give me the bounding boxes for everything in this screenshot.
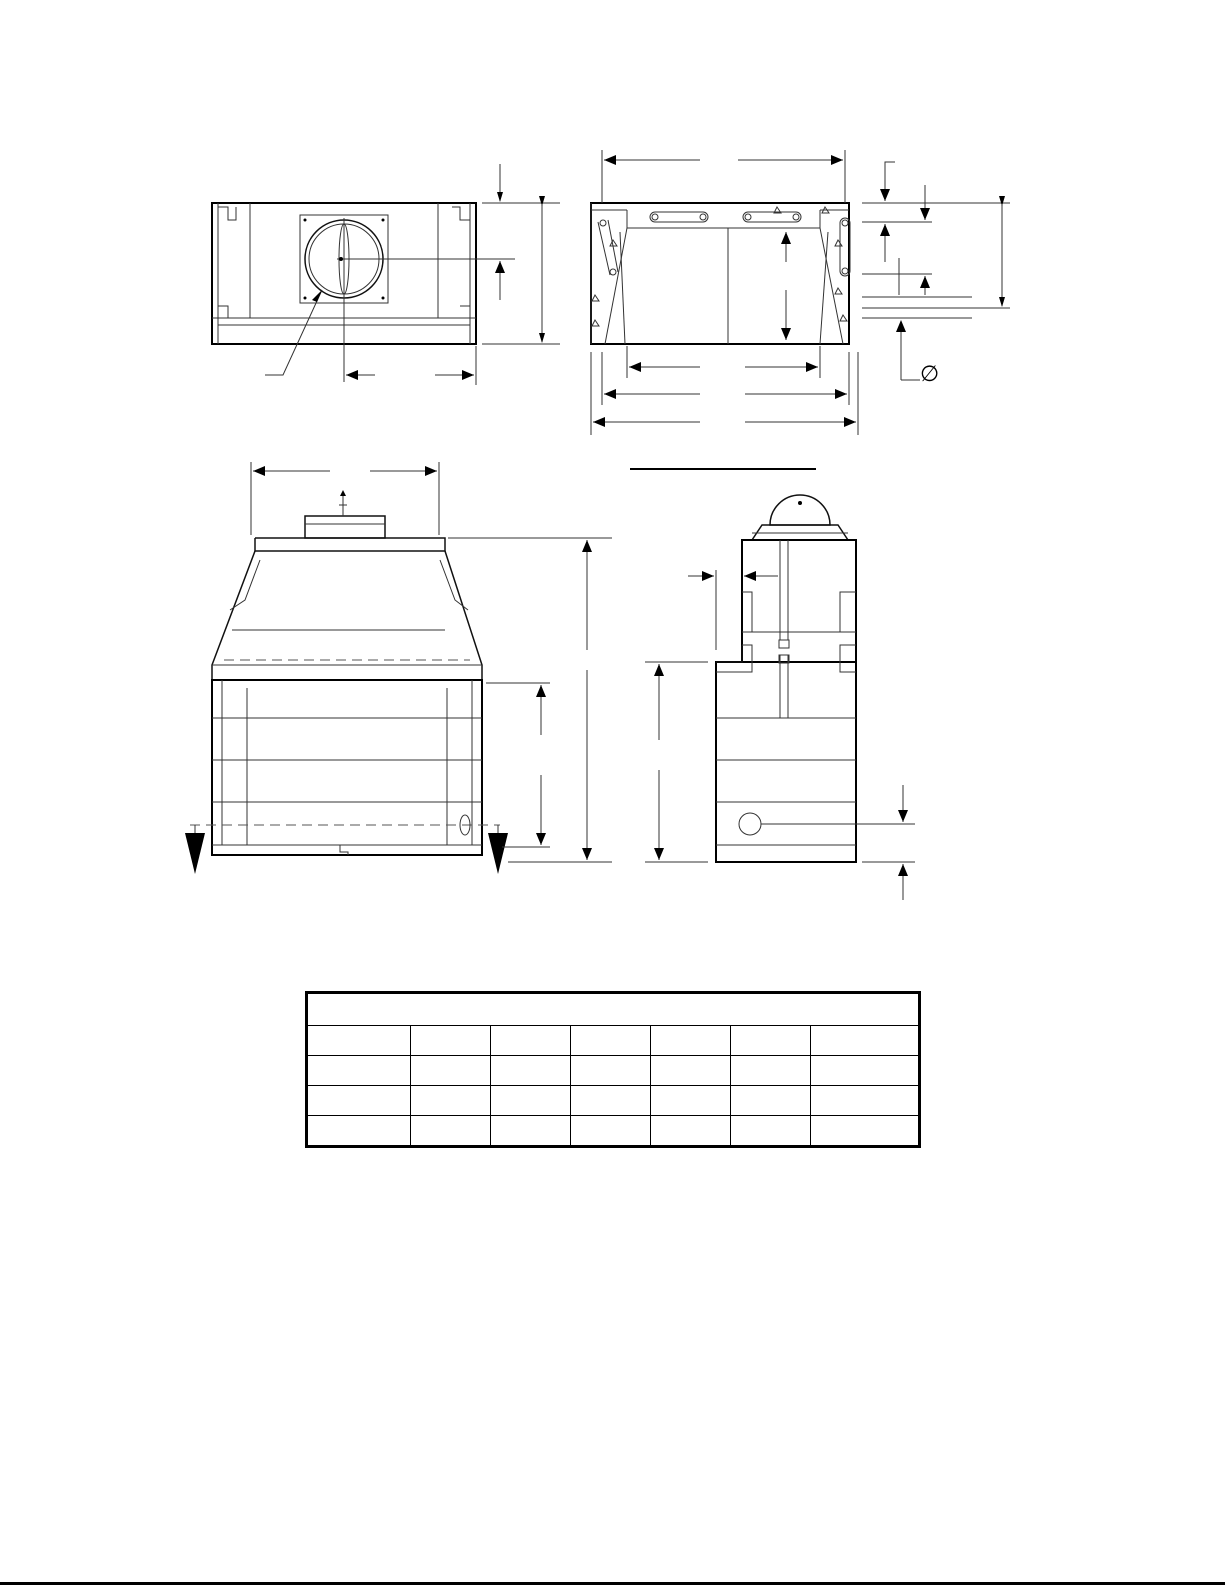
diameter-symbol: ∅	[920, 362, 940, 387]
table-title-cell	[307, 993, 920, 1026]
specification-table	[305, 991, 921, 1148]
table-cell	[811, 1056, 920, 1086]
table-cell	[731, 1086, 811, 1116]
side-view	[645, 495, 915, 900]
table-cell	[811, 1026, 920, 1056]
table-cell	[731, 1056, 811, 1086]
table-cell	[411, 1026, 491, 1056]
side-view-top	[591, 150, 1010, 435]
table-cell	[491, 1026, 571, 1056]
table-cell	[571, 1026, 651, 1056]
top-view	[212, 164, 560, 385]
table-cell	[411, 1086, 491, 1116]
table-cell	[411, 1116, 491, 1147]
table-cell	[491, 1116, 571, 1147]
table-cell	[571, 1086, 651, 1116]
table-cell	[651, 1086, 731, 1116]
table-cell	[731, 1116, 811, 1147]
table-row	[307, 1116, 920, 1147]
table-header-row	[307, 1026, 920, 1056]
table-cell	[571, 1116, 651, 1147]
table-cell	[491, 1086, 571, 1116]
table-cell	[651, 1026, 731, 1056]
table-cell	[307, 1026, 411, 1056]
table-cell	[307, 1116, 411, 1147]
table-row	[307, 1056, 920, 1086]
table-row	[307, 1086, 920, 1116]
table-cell	[811, 1086, 920, 1116]
table-cell	[651, 1056, 731, 1086]
table-cell	[307, 1056, 411, 1086]
table-cell	[731, 1026, 811, 1056]
front-view	[185, 462, 612, 874]
table-cell	[651, 1116, 731, 1147]
table-cell	[307, 1086, 411, 1116]
table-cell	[411, 1056, 491, 1086]
table-cell	[811, 1116, 920, 1147]
table-cell	[491, 1056, 571, 1086]
table-cell	[571, 1056, 651, 1086]
table-title-row	[307, 993, 920, 1026]
